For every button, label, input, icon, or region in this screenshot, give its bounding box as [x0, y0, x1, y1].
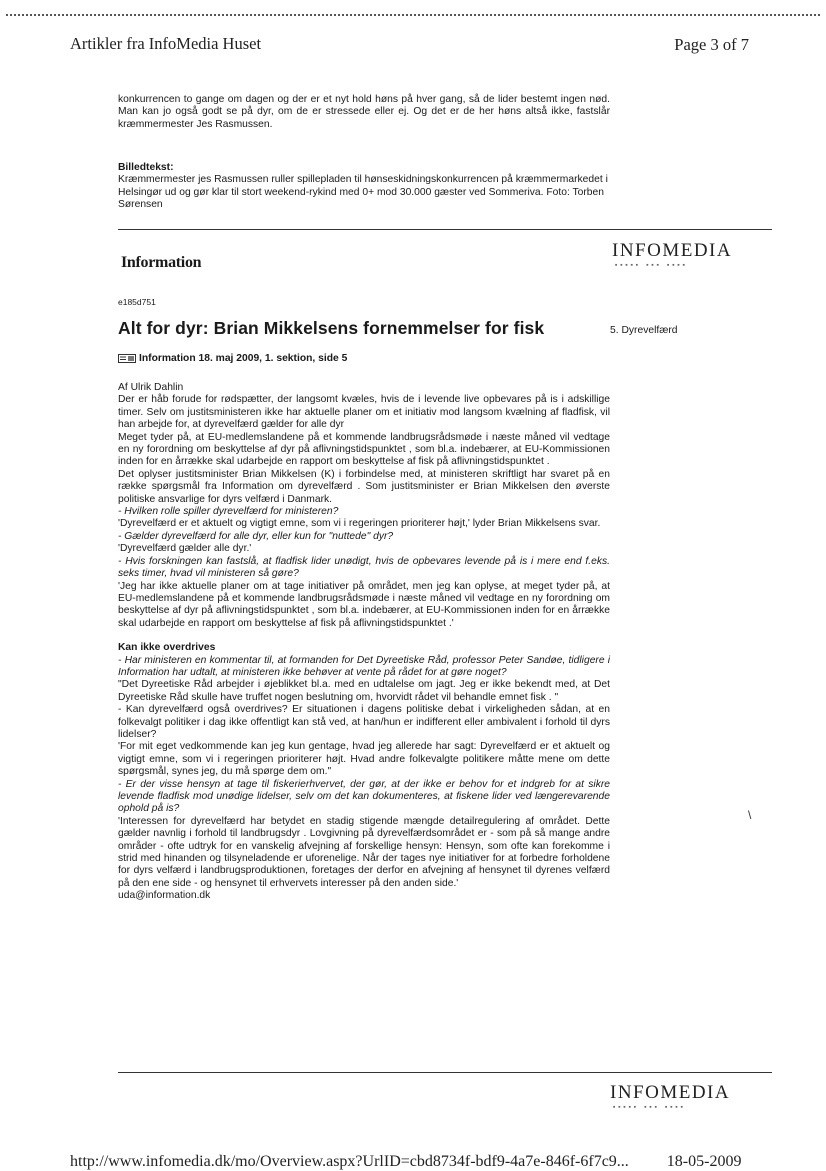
interview-question: - Er der visse hensyn at tage til fiskerierhvervet, der gør, at der ikke er behov for et indgreb for at sikre levende fladfisk mod unødige lidelser, selv om det kan dokumenteres, at fiskene lider ved længerevarende ophold på is?	[118, 778, 610, 815]
section-divider	[118, 229, 772, 230]
article-paragraph: - Kan dyrevelfærd også overdrives? Er situationen i dagens politiske debat i virkeligheden sådan, at en folkevalgt politiker i dag ikke offentligt kan stå ved, at han/hun er indifferent eller ambivalent i forhold til dyrs lidelser?	[118, 704, 610, 740]
article-source	[118, 353, 347, 364]
article-paragraph: Meget tyder på, at EU-medlemslandene på et kommende landbrugsrådsmøde i næste måned vil vedtage en ny forordning om beskyttelse af dyr på aflivningstidspunktet , som bl.a. indebærer, at EU-Kommissionen inden for en årrække skal udarbejde en rapport om beskyttelse af fisk på aflivningstidspunktet .	[118, 431, 610, 468]
newspaper-icon	[118, 354, 136, 363]
footer-date: 18-05-2009	[666, 1153, 742, 1170]
page-number: Page 3 of 7	[674, 35, 749, 54]
article-paragraph: 'Dyrevelfærd er et aktuelt og vigtigt emne, som vi i regeringen prioriterer højt,' lyder Brian Mikkelsens svar.	[118, 518, 601, 530]
article-paragraph: Der er håb forude for rødspætter, der langsomt kvæles, hvis de i levende live opbevares på is i adskillige timer. Selv om justitsministeren ikke har aktuelle planer om et initiativ mod langsom kvælning af fladfisk, vil han arbejde for, at dyrevelfærd gælder for alle dyr	[118, 394, 610, 431]
article-paragraph: Af Ulrik Dahlin	[118, 382, 184, 393]
image-caption-block	[118, 162, 610, 212]
article-paragraph: 'For mit eget vedkommende kan jeg kun gentage, hvad jeg allerede har sagt: Dyrevelfærd er et aktuelt og vigtigt emne, som vi i regeringen prioriterer højt. Hvad andre folkevalgte politikere måtte mene om dette spørgsmål, synes jeg, du må spørge dem om."	[118, 741, 610, 778]
article-subheading: Kan ikke overdrives	[118, 642, 216, 654]
infomedia-logo-footer-dots: ▪▪▪▪▪ ▪▪▪ ▪▪▪▪	[612, 1104, 685, 1112]
caption-label: Billedtekst:	[118, 162, 174, 173]
article-source-text: Information 18. maj 2009, 1. sektion, side 5	[139, 353, 348, 364]
interview-question: - Hvis forskningen kan fastslå, at fladfisk lider unødigt, hvis de opbevares levende på is i mere end f.eks. seks timer, hvad vil ministeren så gøre?	[118, 555, 610, 580]
previous-article-text: konkurrencen to gange om dagen og der er et nyt hold høns på hver gang, så de lider bestemt ingen nød. Man kan jo også godt se på dyr, om de er stressede eller ej. Og det er de her høns altså ikke, fastslår kræmmermester Jes Rasmussen.	[118, 94, 610, 130]
infomedia-logo: INFOMEDIA	[612, 240, 733, 261]
scan-top-border	[6, 14, 820, 16]
article-paragraph: "Det Dyreetiske Råd arbejder i øjeblikket bl.a. med en udtalelse om jagt. Jeg er ikke bekendt med, at Det Dyreetiske Råd skulle have truffet nogen beslutning om, hvorvidt rådet vil behandle emnet fisk . "	[118, 679, 610, 703]
article-body	[118, 382, 610, 903]
infomedia-logo-footer: INFOMEDIA	[610, 1082, 731, 1103]
interview-question: - Har ministeren en kommentar til, at formanden for Det Dyreetiske Råd, professor Peter Sandøe, tidligere i Information har udtalt, at ministeren ikke behøver at vente på rådet for at gøre noget?	[118, 654, 610, 678]
article-paragraph: 'Dyrevelfærd gælder alle dyr.'	[118, 543, 252, 555]
previous-article-ending	[118, 94, 610, 131]
infomedia-logo-dots: ▪▪▪▪▪ ▪▪▪ ▪▪▪▪	[614, 262, 687, 270]
page-header-title: Artikler fra InfoMedia Huset	[70, 34, 262, 53]
article-paragraph: 'Jeg har ikke aktuelle planer om at tage initiativer på området, men jeg kan oplyse, at meget tyder på, at EU-medlemslandene på et kommende landbrugsrådsmøde i næste måned vil vedtage en ny forordning om beskyttelse af dyr på aflivningstidspunktet , som bl.a. indebærer, at EU-Kommissionen inden for en årrække skal udarbejde en rapport om beskyttelse af fisk på aflivningstidspunktet .'	[118, 580, 610, 629]
footer-url[interactable]: http://www.infomedia.dk/mo/Overview.aspx?UrlID=cbd8734f-bdf9-4a7e-846f-6f7c9...	[70, 1153, 629, 1170]
article-paragraph: uda@information.dk	[118, 890, 211, 902]
page-footer	[70, 1153, 741, 1171]
footer-divider	[118, 1072, 772, 1073]
margin-mark: \	[748, 808, 752, 822]
article-category: 5. Dyrevelfærd	[610, 325, 678, 336]
article-paragraph: 'Interessen for dyrevelfærd har betydet en stadig stigende mængde detailregulering af området. Dette gælder navnlig i forhold til landbrugsdyr . Lovgivning på dyrevelfærdsområdet er - som på så mange andre områder - ofte udtryk for en vanskelig afvejning af forskellige hensyn: Hensyn, som ofte kan forekomme i strid med hinanden og tilsyneladende er uforenelige. Når der tages nye initiativer for at forbedre forholdene for dyrs velfærd i landbrugsproduktionen, foretages der derfor en afvejning af hensynet til dyrenes velfærd på den ene side - og hensynet til erhvervets interesser på den anden side.'	[118, 815, 610, 889]
information-publication-logo: Information	[121, 254, 202, 271]
document-id: e185d751	[118, 297, 156, 307]
interview-question: - Gælder dyrevelfærd for alle dyr, eller kun for "nuttede" dyr?	[118, 530, 394, 542]
article-title: Alt for dyr: Brian Mikkelsens fornemmelser for fisk	[118, 318, 545, 338]
interview-question: - Hvilken rolle spiller dyrevelfærd for ministeren?	[118, 506, 339, 518]
caption-text: Kræmmermester jes Rasmussen ruller spillepladen til hønseskidningskonkurrencen på kræmmermarkedet i Helsingør ud og gør klar til stort weekend-rykind med 0+ mod 30.000 gæster ved Sommeriva. Foto: Torben Sørensen	[118, 174, 608, 211]
article-paragraph: Det oplyser justitsminister Brian Mikkelsen (K) i forbindelse med, at ministeren skriftligt har svaret på en række spørgsmål fra Information om dyrevelfærd . Som justitsminister er Brian Mikkelsen den øverste politiske ansvarlige for dyrs velfærd i Danmark.	[118, 468, 610, 505]
